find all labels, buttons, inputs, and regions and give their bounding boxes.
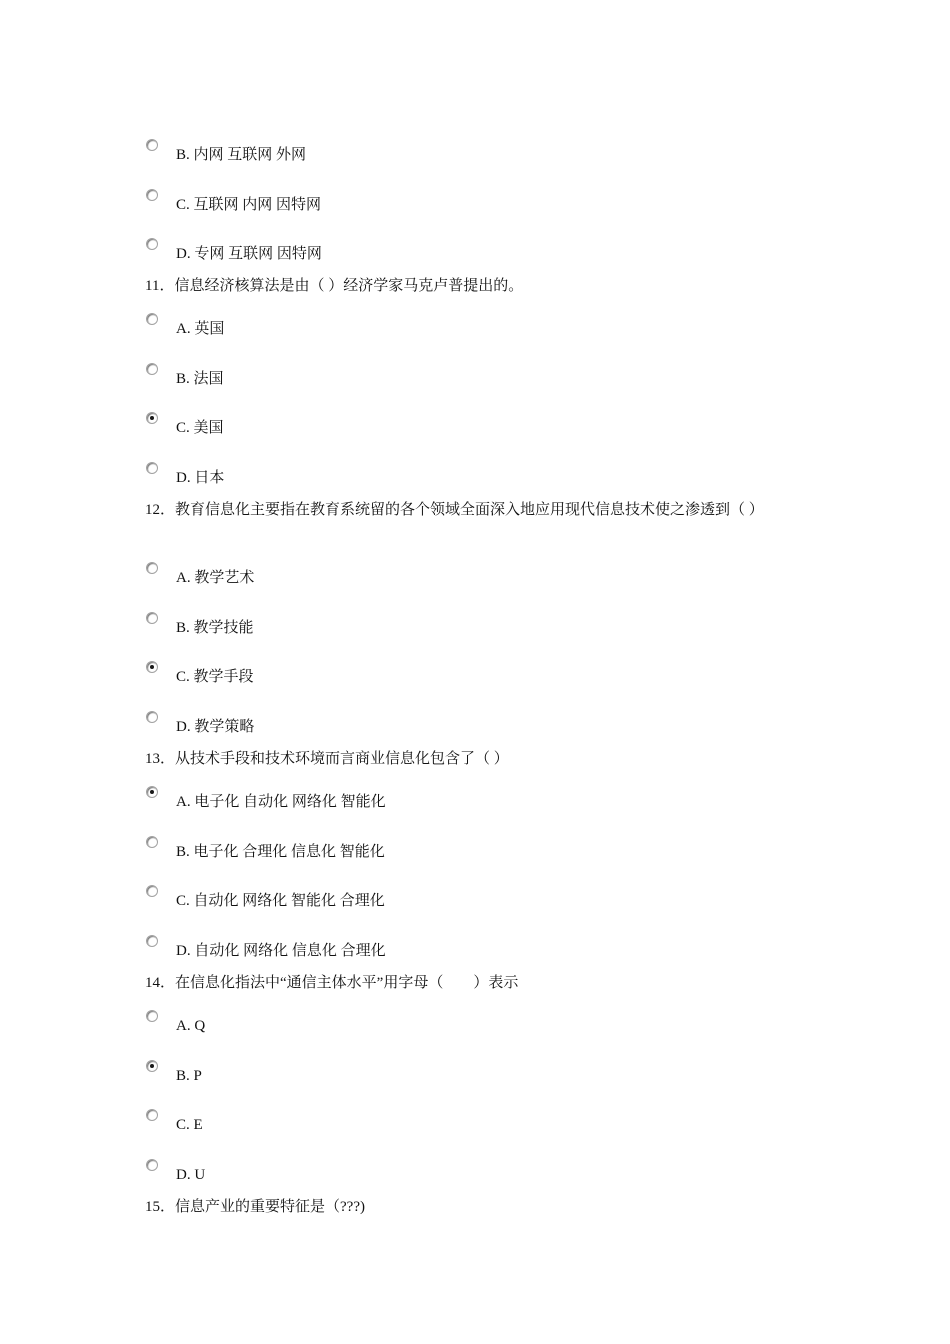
q12-option-c[interactable] [0, 667, 950, 687]
radio-button-q14-a[interactable] [146, 1010, 158, 1022]
q10-option-d[interactable] [0, 244, 950, 264]
q13-option-c[interactable] [0, 891, 950, 911]
radio-button-q13-d[interactable] [146, 935, 158, 947]
q14-option-b[interactable] [0, 1066, 950, 1086]
q13-option-b[interactable] [0, 842, 950, 862]
option-label: A. Q [176, 1018, 206, 1034]
option-label: C. 互联网 内网 因特网 [176, 197, 322, 213]
option-label: D. 自动化 网络化 信息化 合理化 [176, 943, 386, 959]
question-13-text: 13．从技术手段和技术环境而言商业信息化包含了（ ） [145, 751, 509, 767]
radio-button-q11-a[interactable] [146, 313, 158, 325]
q11-option-a[interactable] [0, 319, 950, 339]
q11-option-b[interactable] [0, 369, 950, 389]
option-label: D. 专网 互联网 因特网 [176, 246, 322, 262]
radio-button-q12-c[interactable] [146, 661, 158, 673]
option-label: B. 教学技能 [176, 620, 254, 636]
radio-button-q13-b[interactable] [146, 836, 158, 848]
option-label: C. 自动化 网络化 智能化 合理化 [176, 893, 385, 909]
q13-option-d[interactable] [0, 941, 950, 961]
option-label: D. 日本 [176, 470, 225, 486]
option-label: B. 电子化 合理化 信息化 智能化 [176, 844, 385, 860]
question-11-text: 11．信息经济核算法是由（ ）经济学家马克卢普提出的。 [145, 278, 524, 294]
radio-button-q12-a[interactable] [146, 562, 158, 574]
q14-option-c[interactable] [0, 1115, 950, 1135]
q12-option-b[interactable] [0, 618, 950, 638]
radio-button-q12-b[interactable] [146, 612, 158, 624]
radio-button-q14-c[interactable] [146, 1109, 158, 1121]
q10-option-b[interactable] [0, 145, 950, 165]
question-14-text: 14．在信息化指法中“通信主体水平”用字母（ ）表示 [145, 975, 519, 991]
question-12-text: 12．教育信息化主要指在教育系统留的各个领域全面深入地应用现代信息技术使之渗透到（ ） [145, 502, 764, 518]
radio-button-q10-b[interactable] [146, 139, 158, 151]
q10-option-c[interactable] [0, 195, 950, 215]
option-label: A. 电子化 自动化 网络化 智能化 [176, 794, 386, 810]
radio-button-q10-c[interactable] [146, 189, 158, 201]
option-label: C. E [176, 1117, 203, 1133]
option-label: B. P [176, 1068, 202, 1084]
option-label: A. 教学艺术 [176, 570, 255, 586]
option-label: C. 教学手段 [176, 669, 254, 685]
q11-option-c[interactable] [0, 418, 950, 438]
q11-option-d[interactable] [0, 468, 950, 488]
radio-button-q14-d[interactable] [146, 1159, 158, 1171]
radio-button-q10-d[interactable] [146, 238, 158, 250]
radio-button-q13-c[interactable] [146, 885, 158, 897]
option-label: D. U [176, 1167, 206, 1183]
q14-option-d[interactable] [0, 1165, 950, 1185]
radio-button-q11-b[interactable] [146, 363, 158, 375]
option-label: A. 英国 [176, 321, 225, 337]
option-label: C. 美国 [176, 420, 224, 436]
radio-button-q11-d[interactable] [146, 462, 158, 474]
q12-option-d[interactable] [0, 717, 950, 737]
q14-option-a[interactable] [0, 1016, 950, 1036]
option-label: D. 教学策略 [176, 719, 255, 735]
q13-option-a[interactable] [0, 792, 950, 812]
option-label: B. 法国 [176, 371, 224, 387]
q12-option-a[interactable] [0, 568, 950, 588]
radio-button-q11-c[interactable] [146, 412, 158, 424]
option-label: B. 内网 互联网 外网 [176, 147, 307, 163]
radio-button-q14-b[interactable] [146, 1060, 158, 1072]
radio-button-q13-a[interactable] [146, 786, 158, 798]
radio-button-q12-d[interactable] [146, 711, 158, 723]
question-15-text: 15．信息产业的重要特征是（???) [145, 1199, 365, 1215]
